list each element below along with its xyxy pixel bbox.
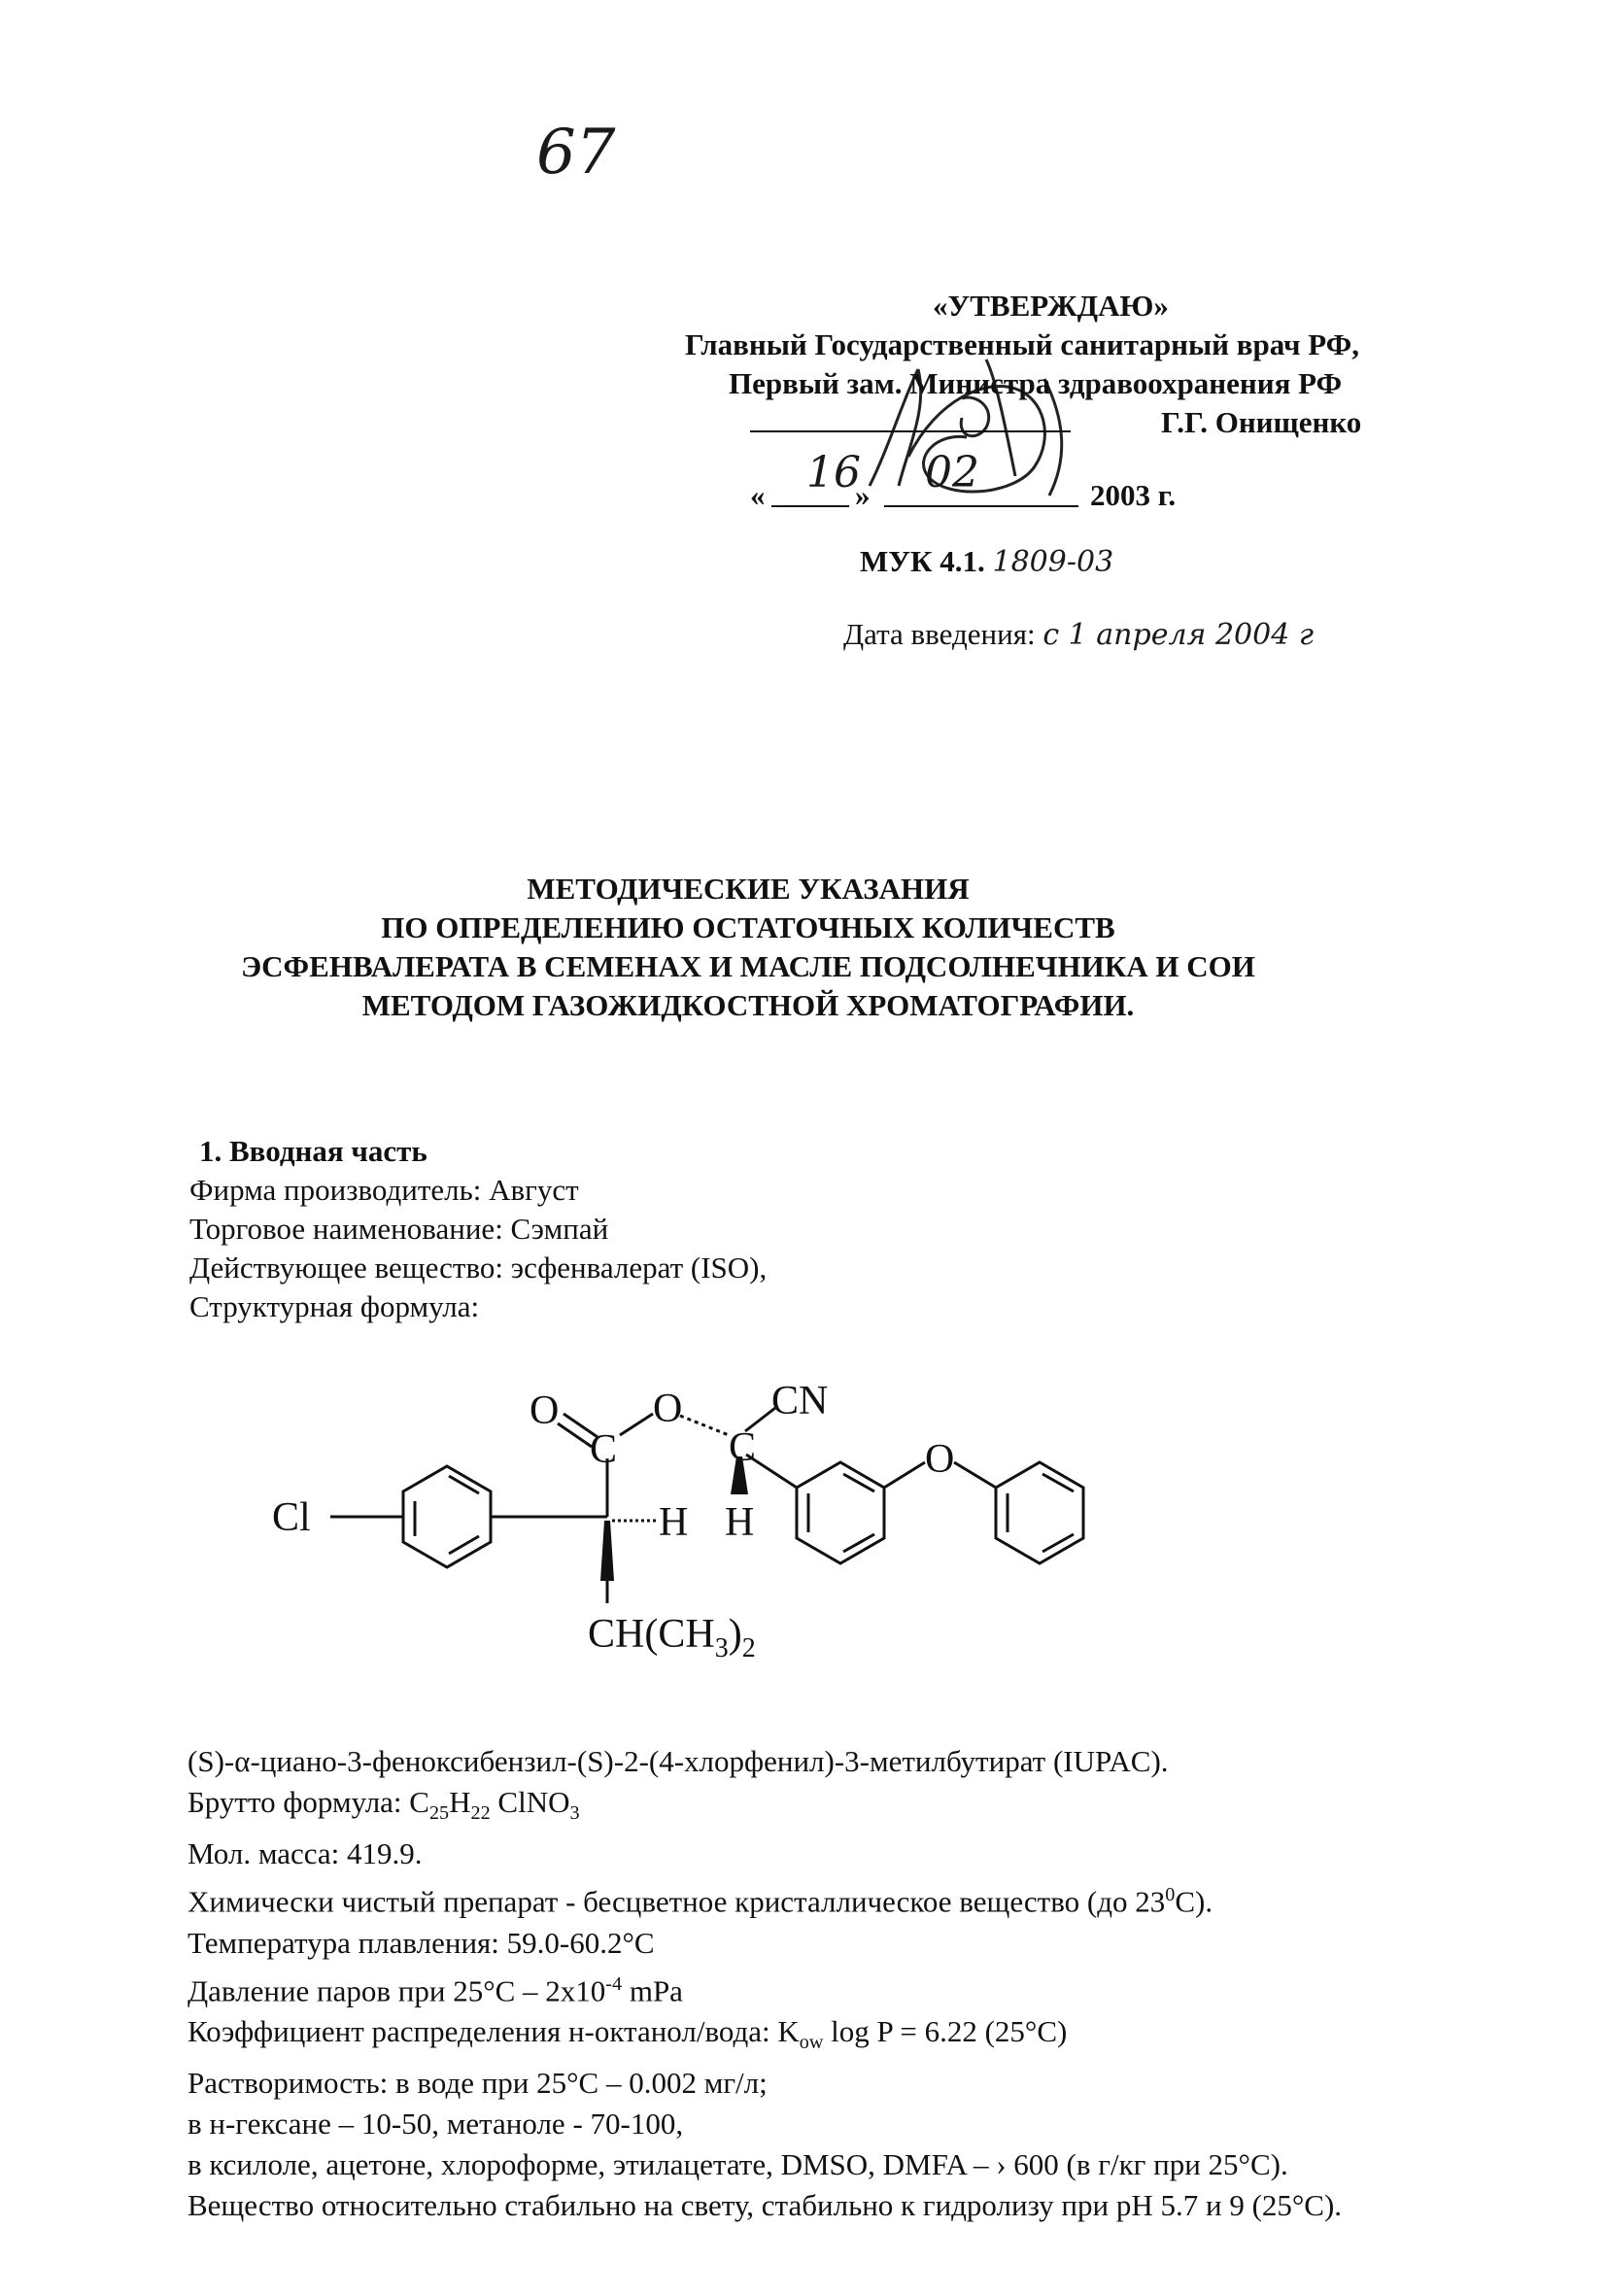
date-close-quote: » <box>855 478 871 512</box>
date-month-line <box>884 505 1078 507</box>
text-part: Химически чистый препарат - бесцветное кристаллическое вещество (до 23 <box>188 1884 1166 1919</box>
text-part: Давление паров при 25°C – 2x10 <box>188 1972 606 2007</box>
active-substance: Действующее вещество: эсфенвалерат (ISO), <box>189 1251 768 1285</box>
atom-label: O <box>925 1437 955 1482</box>
atom-label: H <box>725 1500 755 1545</box>
title-line: ПО ОПРЕДЕЛЕНИЮ ОСТАТОЧНЫХ КОЛИЧЕСТВ <box>381 910 1115 944</box>
approver-position-line2: Первый зам. Министра здравоохранения РФ <box>729 366 1343 400</box>
solubility-water: Растворимость: в воде при 25°C – 0.002 мг/л; <box>188 2066 768 2101</box>
formula-part: H <box>449 1785 471 1819</box>
molar-mass: Мол. масса: 419.9. <box>188 1836 423 1871</box>
trade-name: Торговое наименование: Сэмпай <box>189 1212 609 1246</box>
structural-formula <box>272 1365 1224 1666</box>
gross-formula <box>188 1782 1342 1833</box>
properties-section <box>188 1741 1342 2226</box>
atom-label: CN <box>771 1379 829 1423</box>
manufacturer: Фирма производитель: Август <box>189 1173 579 1207</box>
formula-subscript: 3 <box>569 1802 580 1825</box>
stability: Вещество относительно стабильно на свету, стабильно к гидролизу при pH 5.7 и 9 (25°C). <box>188 2188 1343 2223</box>
section-heading: 1. Вводная часть <box>199 1134 427 1168</box>
atom-label <box>588 1612 756 1663</box>
structural-formula-label: Структурная формула: <box>189 1289 480 1323</box>
date-month: 02 <box>925 448 979 497</box>
document-title <box>146 870 1350 1025</box>
atom-subscript: 2 <box>741 1633 756 1663</box>
intro-date-line <box>843 617 1314 652</box>
text-part: mPa <box>622 1972 683 2007</box>
atom-label: O <box>653 1387 683 1431</box>
intro-section <box>189 1132 767 1326</box>
date-day-line <box>771 505 849 507</box>
intro-date-label: Дата введения: <box>843 617 1036 651</box>
vapor-pressure <box>188 1964 1342 2011</box>
partition-coefficient <box>188 2011 1342 2063</box>
title-line: ЭСФЕНВАЛЕРАТА В СЕМЕНАХ И МАСЛЕ ПОДСОЛНЕЧНИКА И СОИ <box>241 949 1255 983</box>
atom-label: Cl <box>272 1495 311 1540</box>
muk-label: МУК 4.1. <box>860 544 985 578</box>
formula-part: ClNO <box>490 1785 570 1819</box>
date-year: 2003 г. <box>1090 478 1177 512</box>
muk-number: 1809-03 <box>992 545 1114 579</box>
melting-point: Температура плавления: 59.0-60.2°C <box>188 1925 655 1960</box>
formula-subscript: 22 <box>470 1802 491 1825</box>
chemically-pure <box>188 1874 1342 1922</box>
signature-line <box>750 430 1071 432</box>
solubility-solvents: в ксилоле, ацетоне, хлороформе, этилацетате, DMSO, DMFA – › 600 (в г/кг при 25°C). <box>188 2147 1288 2182</box>
muk-line <box>860 544 1113 579</box>
text-part: Коэффициент распределения н-октанол/вода: K <box>188 2013 800 2048</box>
atom-subscript: 3 <box>714 1633 729 1663</box>
formula-part: C <box>409 1785 429 1819</box>
iupac-name: (S)-α-циано-3-феноксибензил-(S)-2-(4-хлорфенил)-3-метилбутират (IUPAC). <box>188 1744 1169 1778</box>
atom-label: O <box>530 1388 560 1433</box>
approver-position-line1: Главный Государственный санитарный врач РФ, <box>685 327 1360 361</box>
text-part: C). <box>1175 1884 1213 1919</box>
intro-date-value: с 1 апреля 2004 г <box>1042 618 1314 652</box>
title-line: МЕТОДОМ ГАЗОЖИДКОСТНОЙ ХРОМАТОГРАФИИ. <box>361 988 1135 1022</box>
date-open-quote: « <box>750 478 766 512</box>
atom-label: CH(CH <box>588 1612 715 1657</box>
formula-label: Брутто формула: <box>188 1785 410 1819</box>
date-day: 16 <box>806 448 861 497</box>
atom-label: H <box>659 1500 689 1545</box>
solubility-hexane: в н-гексане – 10-50, метаноле - 70-100, <box>188 2107 684 2142</box>
superscript: -4 <box>605 1972 623 1995</box>
atom-label: C <box>729 1425 757 1470</box>
text-part: log P = 6.22 (25°C) <box>823 2013 1068 2048</box>
atom-label: ) <box>728 1612 742 1657</box>
approval-title: «УТВЕРЖДАЮ» <box>933 289 1169 323</box>
atom-label: C <box>590 1427 618 1472</box>
superscript: 0 <box>1165 1884 1176 1906</box>
subscript: ow <box>799 2032 824 2054</box>
page-number: 67 <box>536 117 616 188</box>
approver-name: Г.Г. Онищенко <box>1161 405 1362 439</box>
formula-subscript: 25 <box>428 1802 450 1825</box>
title-line: МЕТОДИЧЕСКИЕ УКАЗАНИЯ <box>527 872 970 906</box>
